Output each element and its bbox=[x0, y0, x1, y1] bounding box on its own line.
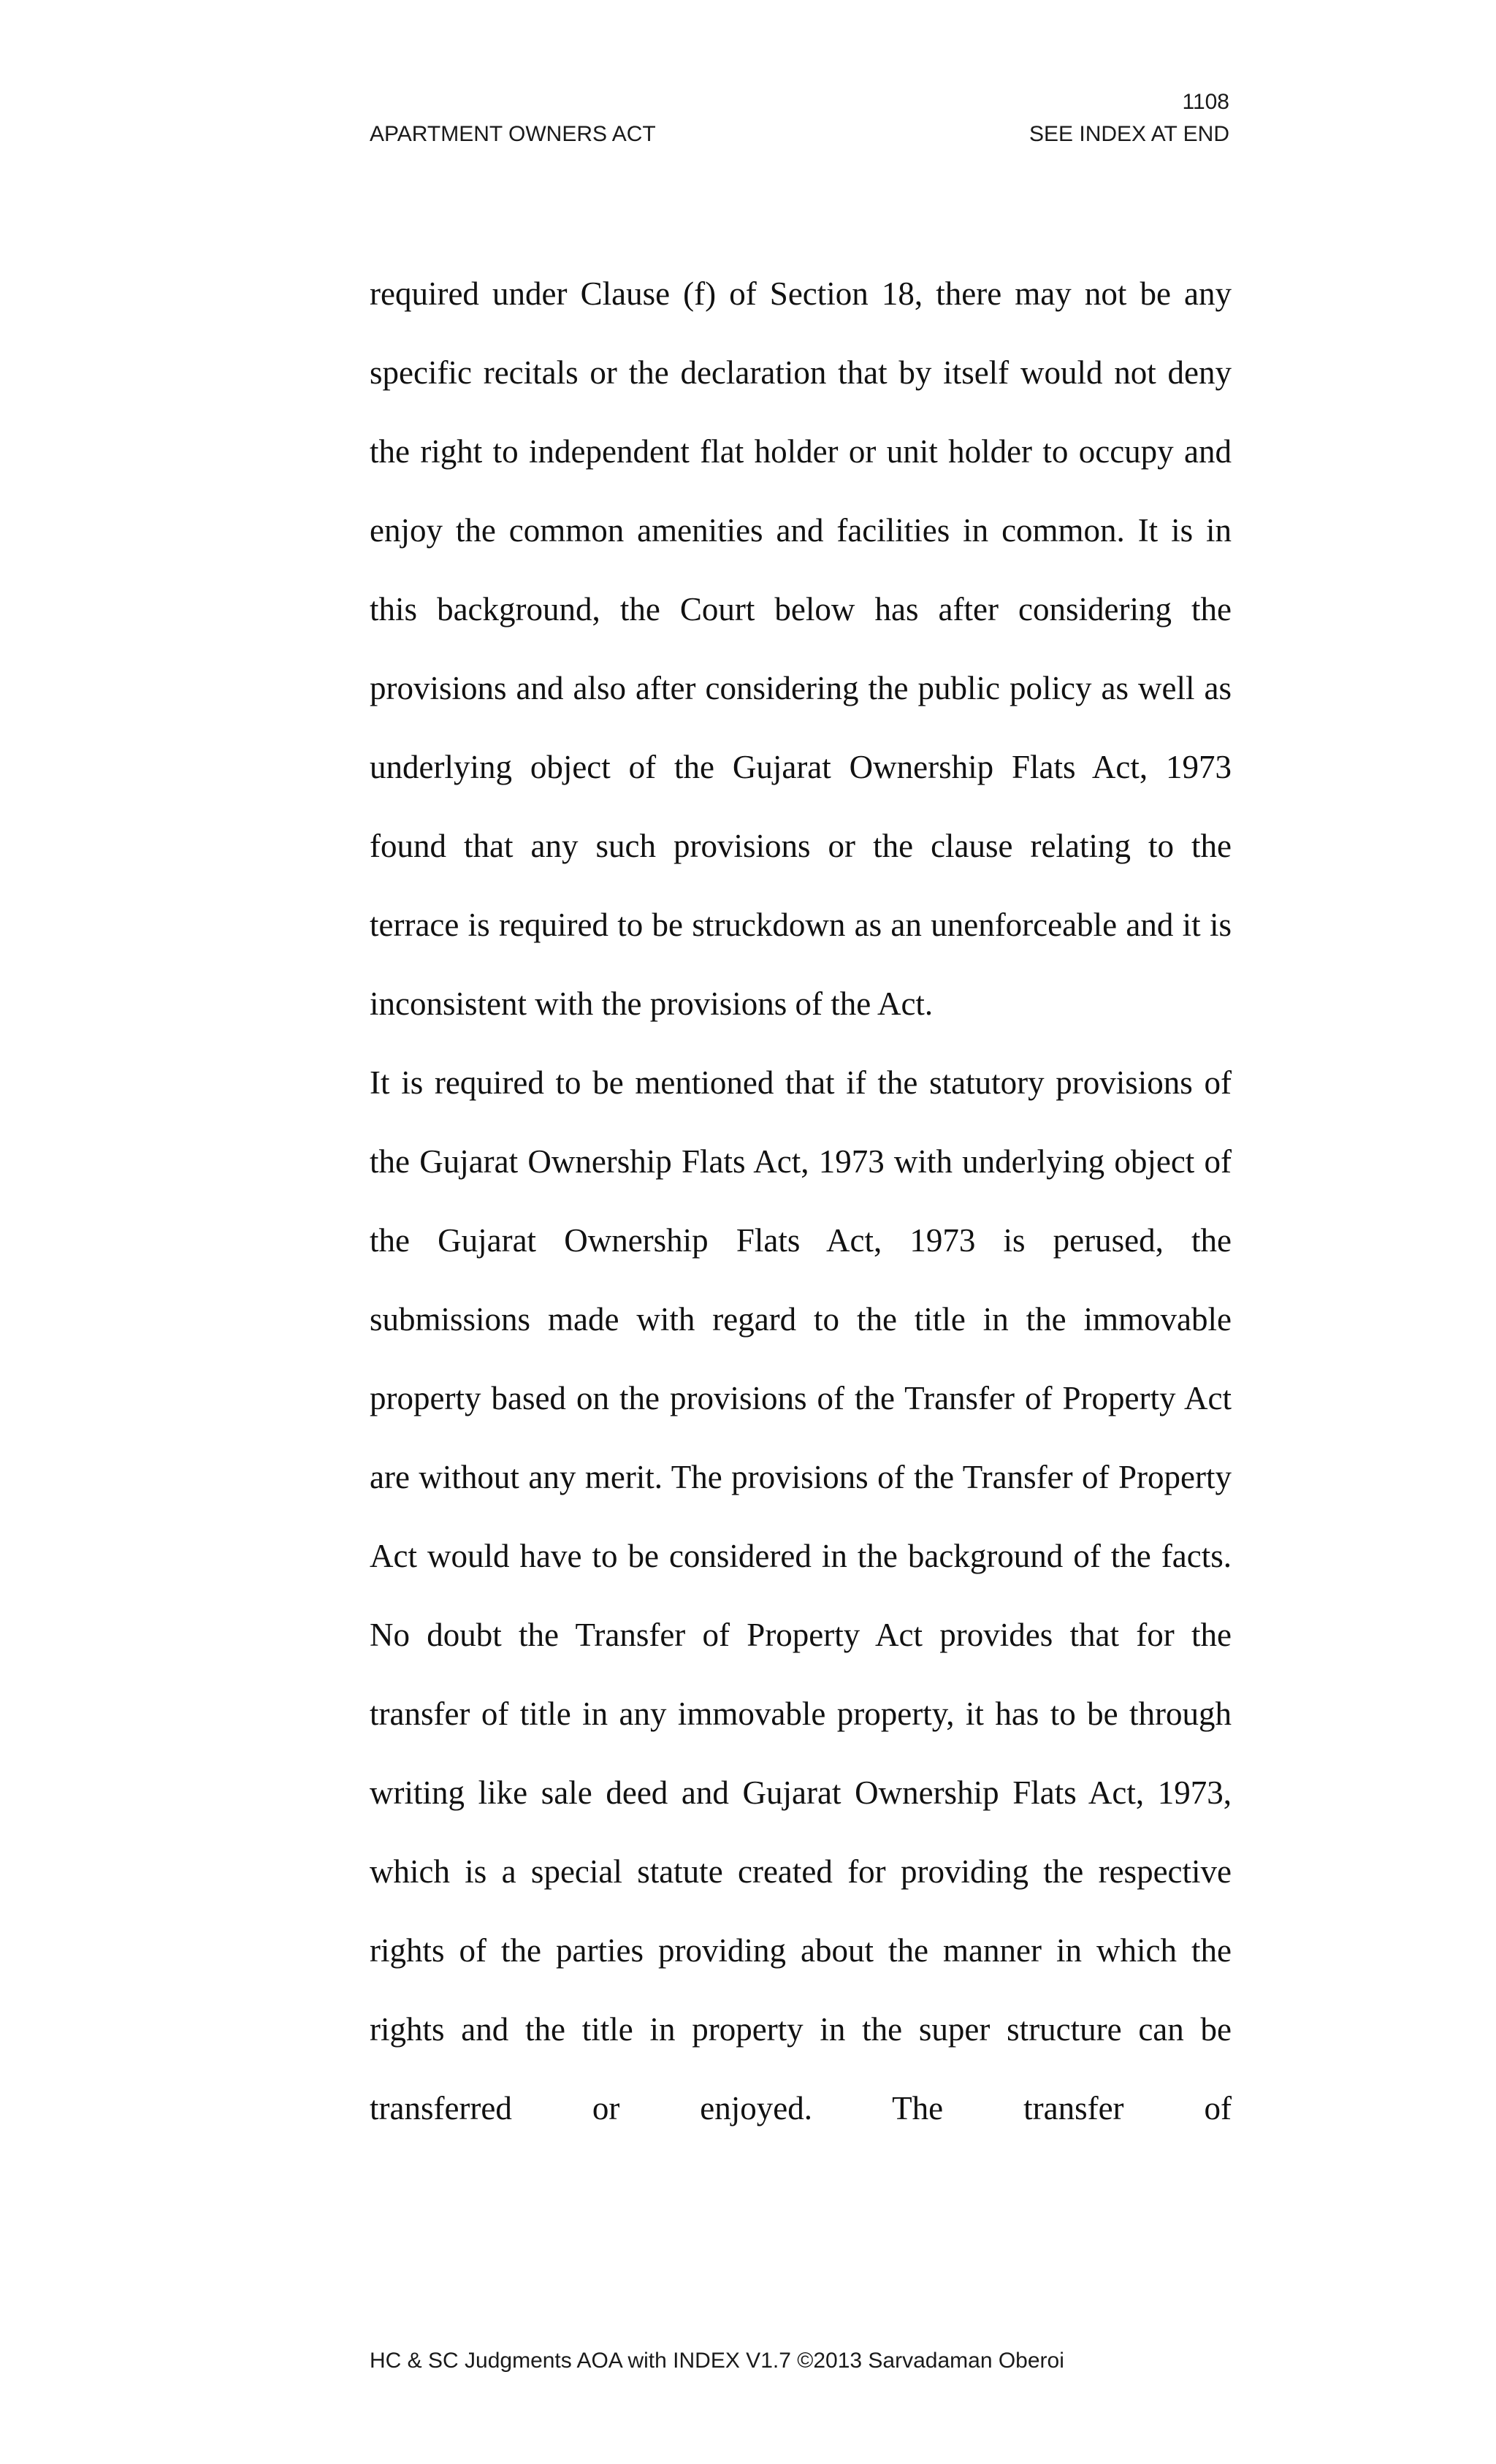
paragraph: It is required to be mentioned that if the statutory provisions of the Gujarat Ownership Flats Act, 1973 with underlying object of the Gujarat Ownership Flats Act, 1973 is perused, the submissions made with regard to the title in the immovable property based on the provisions of the Transfer of Property Act are without any merit. The provisions of the Transfer of Property Act would have to be considered in the background of the facts. No doubt the Transfer of Property Act provides that for the transfer of title in any immovable property, it has to be through writing like sale deed and Gujarat Ownership Flats Act, 1973, which is a special statute created for providing the respective rights of the parties providing about the manner in which the rights and the title in property in the super structure can be transferred or enjoyed. The transfer of bbox=[370, 1064, 1232, 2127]
running-header bbox=[370, 121, 1229, 148]
page-number: 1108 bbox=[1182, 90, 1229, 114]
page-footer: HC & SC Judgments AOA with INDEX V1.7 ©2013 Sarvadaman Oberoi bbox=[370, 2349, 1064, 2373]
paragraph: required under Clause (f) of Section 18, there may not be any specific recitals or the declaration that by itself would not deny the right to independent flat holder or unit holder to occupy and enjoy the common amenities and facilities in common. It is in this background, the Court below has after considering the provisions and also after considering the public policy as well as underlying object of the Gujarat Ownership Flats Act, 1973 found that any such provisions or the clause relating to the terrace is required to be struckdown as an unenforceable and it is inconsistent with the provisions of the Act. bbox=[370, 275, 1232, 1022]
header-title: APARTMENT OWNERS ACT bbox=[370, 122, 656, 146]
header-index-note: SEE INDEX AT END bbox=[1029, 122, 1229, 146]
judgment-body bbox=[370, 254, 1232, 2148]
